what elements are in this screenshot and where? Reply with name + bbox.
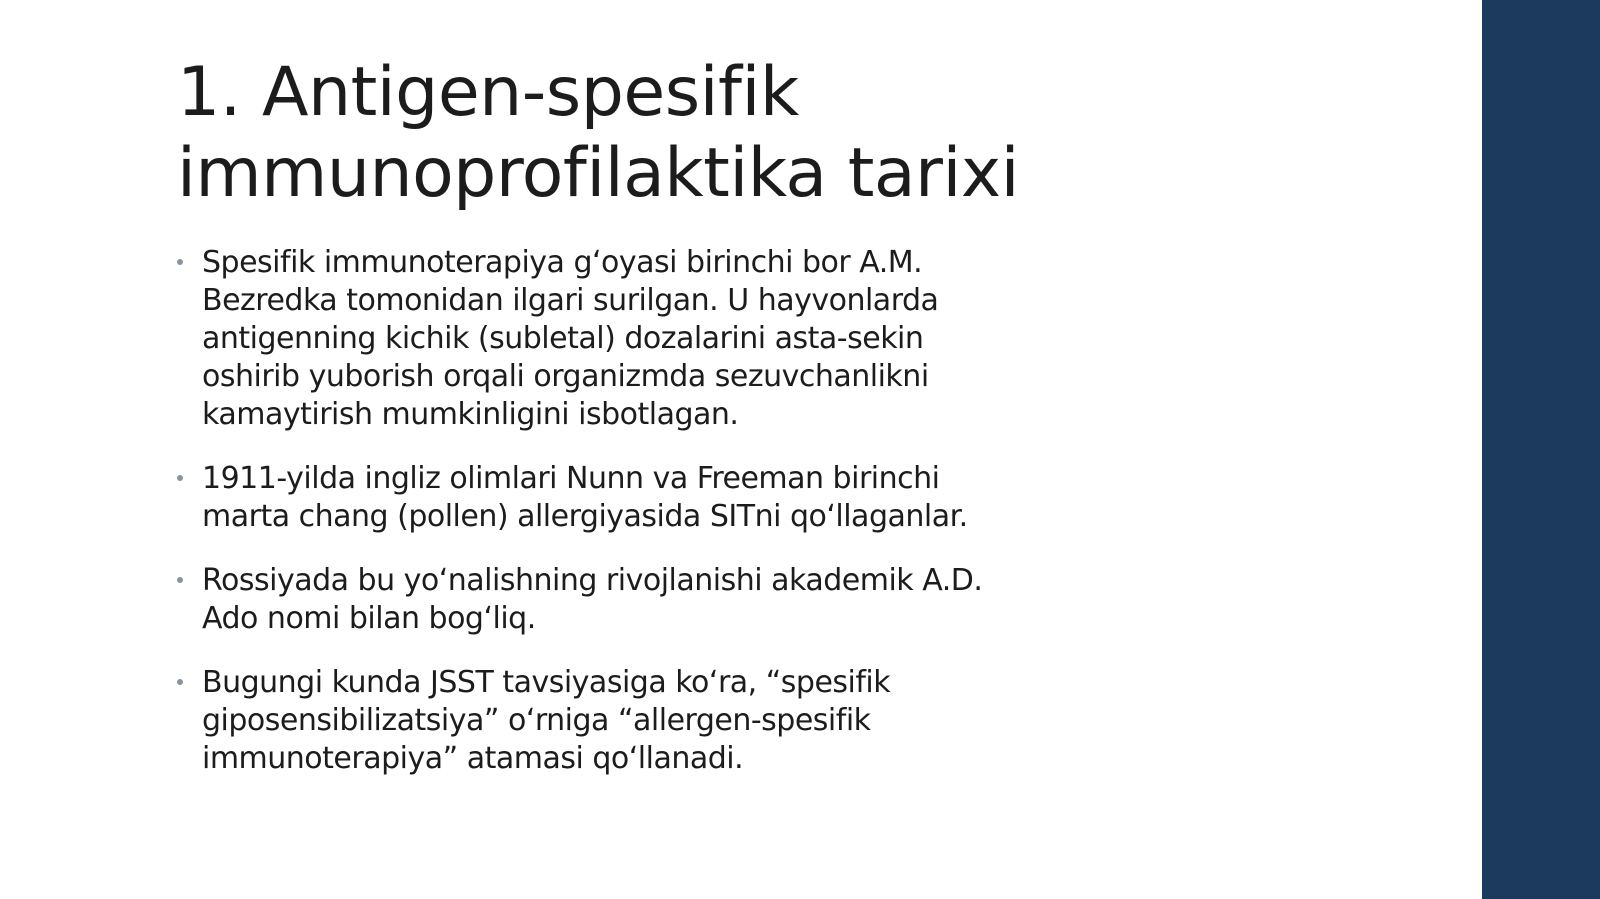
bullet-dot-icon [177,679,183,685]
slide-title-line: 1. Antigen-spesifik [177,53,799,132]
bullet-dot-icon [177,259,183,265]
bullet-text-line: Bugungi kunda JSST tavsiyasiga ko‘ra, “spesifik [202,665,891,700]
bullet-item [177,664,1077,778]
slide-title-line: immunoprofilaktika tarixi [177,134,1020,213]
bullet-text-line: giposensibilizatsiya” o‘rniga “allergen-spesifik [202,703,871,738]
slide-title [177,52,1177,214]
side-band [1482,0,1600,899]
bullet-list [177,244,1077,804]
bullet-text-line: Ado nomi bilan bog‘liq. [202,601,536,636]
bullet-item [177,244,1077,434]
bullet-item [177,460,1077,536]
bullet-text-line: antigenning kichik (subletal) dozalarini asta-sekin [202,321,924,356]
bullet-item [177,562,1077,638]
bullet-text-line: Bezredka tomonidan ilgari surilgan. U hayvonlarda [202,283,939,318]
bullet-text-line: oshirib yuborish orqali organizmda sezuvchanlikni [202,359,929,394]
bullet-text-line: 1911-yilda ingliz olimlari Nunn va Freeman birinchi [202,461,940,496]
bullet-dot-icon [177,577,183,583]
bullet-text-line: Spesifik immunoterapiya g‘oyasi birinchi bor A.M. [202,245,923,280]
bullet-text-line: kamaytirish mumkinligini isbotlagan. [202,397,739,432]
bullet-text-line: marta chang (pollen) allergiyasida SITni qo‘llaganlar. [202,499,968,534]
bullet-text-line: Rossiyada bu yo‘nalishning rivojlanishi akademik A.D. [202,563,983,598]
bullet-dot-icon [177,475,183,481]
bullet-text-line: immunoterapiya” atamasi qo‘llanadi. [202,741,744,776]
